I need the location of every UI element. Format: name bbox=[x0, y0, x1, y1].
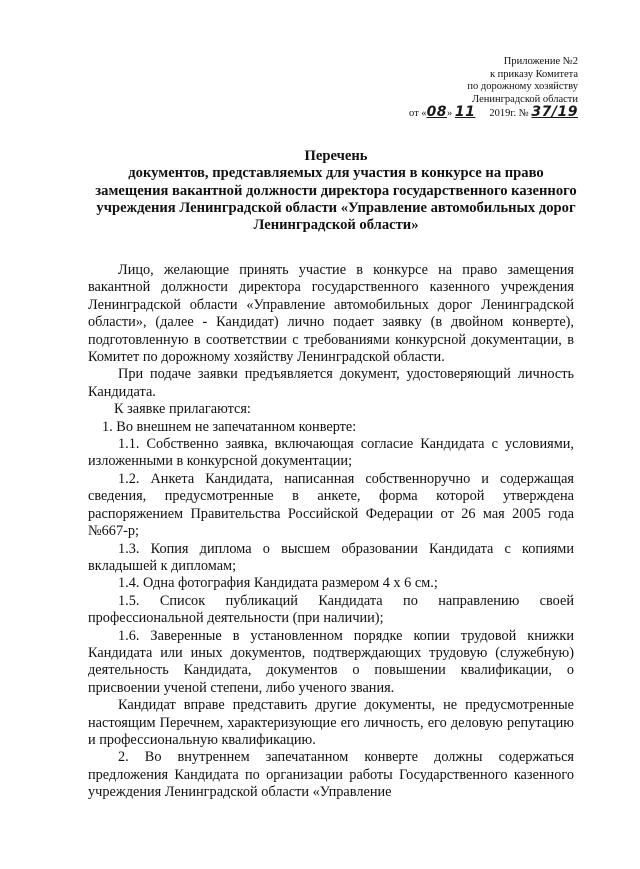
appendix-header bbox=[358, 56, 578, 121]
paragraph-other-docs: Кандидат вправе представить другие документы, не предусмотренные настоящим Перечнем, характеризующие его личность, его деловую репутацию и профессиональную квалификацию. bbox=[88, 697, 574, 748]
appendix-date-line bbox=[358, 106, 578, 121]
list-item-1: 1. Во внешнем не запечатанном конверте: bbox=[102, 418, 357, 435]
date-day: 08 bbox=[426, 104, 448, 121]
title-subtitle: документов, представляемых для участия в конкурсе на право замещения вакантной должности директора государственного казенного учреждения Ленинградской области «Управление автомобильных дорог Ленинградской области» bbox=[95, 165, 577, 234]
appendix-line-2: к приказу Комитета bbox=[489, 68, 578, 80]
appendix-line-3: по дорожному хозяйству bbox=[467, 81, 578, 93]
paragraph-id-doc: При подаче заявки предъявляется документ, удостоверяющий личность Кандидата. bbox=[88, 366, 574, 400]
document-title bbox=[94, 148, 578, 234]
paragraph-intro: Лицо, желающие принять участие в конкурсе на право замещения вакантной должности директора государственного казенного учреждения Ленинградской области «Управление автомобильных дорог Ленинградской области», (далее - Кандидат) лично подает заявку (в двойном конверте), подготовленную в соответствии с требованиями конкурсной документации, в Комитет по дорожному хозяйству Ленинградской области. bbox=[88, 262, 574, 366]
order-number: 37/19 bbox=[531, 104, 578, 121]
document-body bbox=[88, 262, 574, 802]
date-month: 11 bbox=[454, 104, 476, 121]
paragraph-attachments: К заявке прилагаются: bbox=[114, 401, 251, 418]
date-mid: » bbox=[447, 108, 453, 120]
date-prefix: от « bbox=[408, 108, 427, 120]
list-item-1-3: 1.3. Копия диплома о высшем образовании Кандидата с копиями вкладышей к дипломам; bbox=[88, 540, 574, 574]
date-year: 2019г. № bbox=[489, 108, 529, 120]
list-item-1-5: 1.5. Список публикаций Кандидата по направлению своей профессиональной деятельности (при наличии); bbox=[88, 592, 574, 627]
appendix-line-1: Приложение №2 bbox=[503, 56, 578, 67]
list-item-1-4: 1.4. Одна фотография Кандидата размером 4 х 6 см.; bbox=[118, 575, 438, 592]
list-item-1-6: 1.6. Заверенные в установленном порядке копии трудовой книжки Кандидата или иных документов, подтверждающих трудовую (служебную) деятельность Кандидата, документов о повышении квалификации, о присвоении ученой степени, либо ученого звания. bbox=[88, 627, 574, 696]
list-item-1-2: 1.2. Анкета Кандидата, написанная собственноручно и содержащая сведения, предусмотренные в анкете, форма которой утверждена распоряжением Правительства Российской Федерации от 26 мая 2005 года №667-р; bbox=[88, 470, 574, 540]
title-heading: Перечень bbox=[304, 148, 368, 164]
list-item-2: 2. Во внутреннем запечатанном конверте должны содержаться предложения Кандидата по организации работы Государственного казенного учреждения Ленинградской области «Управление bbox=[88, 749, 574, 801]
appendix-line-4: Ленинградской области bbox=[472, 93, 578, 105]
list-item-1-1: 1.1. Собственно заявка, включающая согласие Кандидата с условиями, изложенными в конкурсной документации; bbox=[88, 436, 574, 470]
